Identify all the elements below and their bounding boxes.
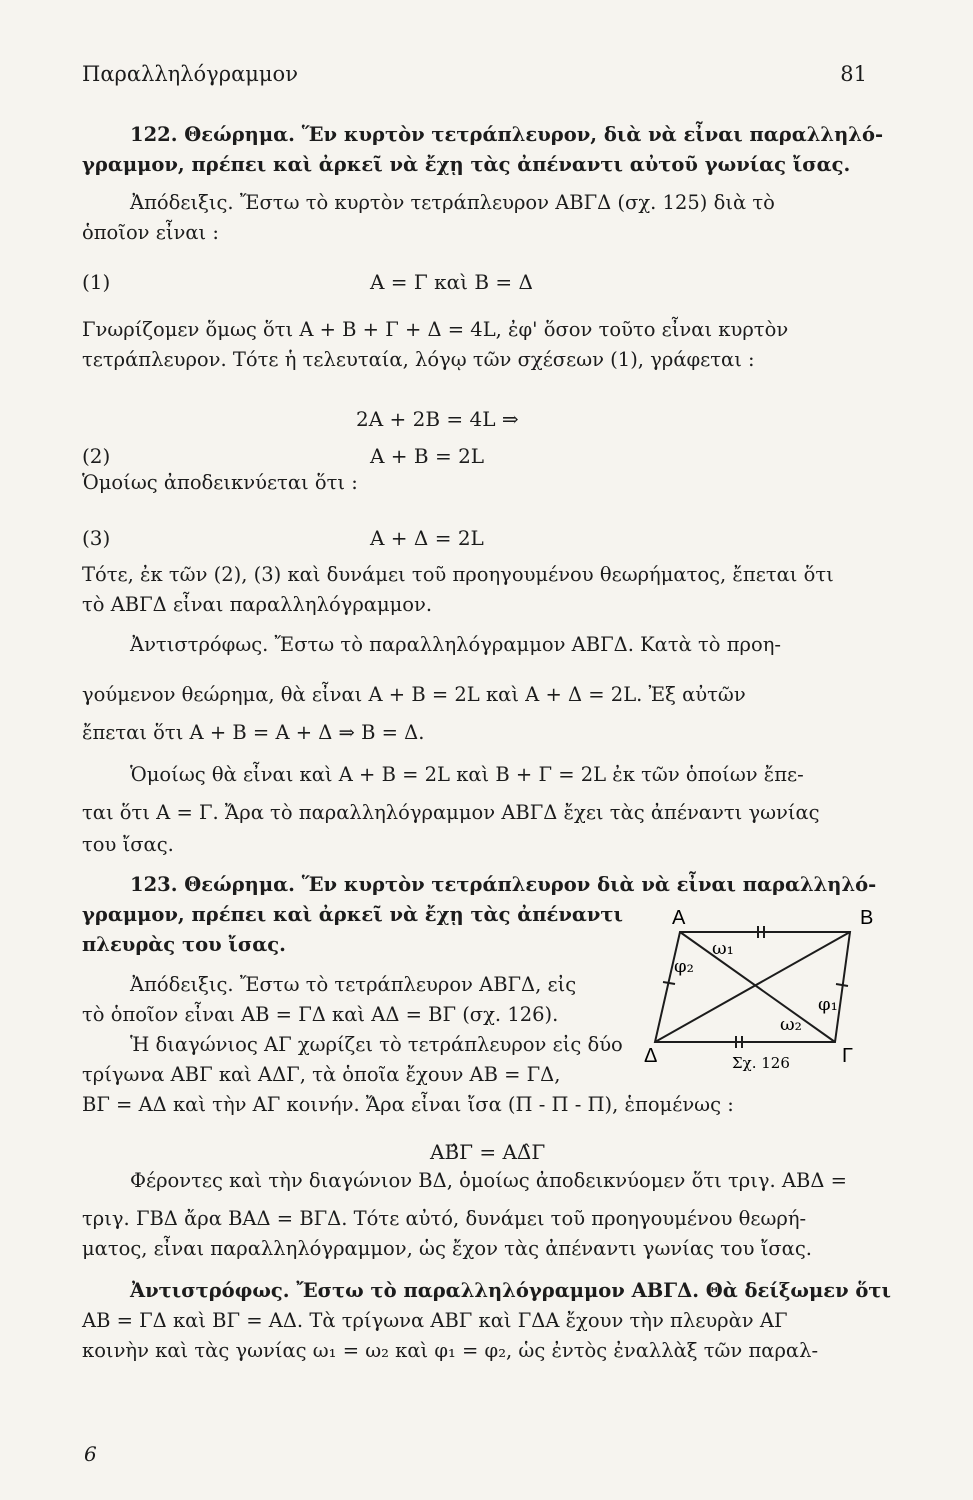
text-line: γραμμον, πρέπει καὶ ἀρκεῖ νὰ ἔχῃ τὰς ἀπέναντι αὐτοῦ γωνίας ἴσας. [82,153,851,176]
diagonal-ag [680,932,835,1042]
vertex-label-g: Γ [842,1045,854,1067]
text-line: Ὁμοίως ἀποδεικνύεται ὅτι : [82,471,358,494]
vertex-label-b: Β [860,907,874,929]
text-line: ΑΒ = ΓΔ καὶ ΒΓ = ΑΔ. Τὰ τρίγωνα ΑΒΓ καὶ ΓΔΑ ἔχουν τὴν πλευρὰν ΑΓ [82,1309,788,1332]
text-line: τετράπλευρον. Τότε ἡ τελευταία, λόγῳ τῶν σχέσεων (1), γράφεται : [82,348,755,371]
angle-label-f2: φ₂ [674,956,694,977]
formula: 2Α + 2Β = 4L ⇒ [356,407,519,431]
text-line: τὸ ΑΒΓΔ εἶναι παραλληλόγραμμον. [82,593,433,616]
formula: Α + Β = 2L [370,444,485,468]
vertex-label-a: Α [672,907,686,929]
text-line: 122. Θεώρημα. Ἕν κυρτὸν τετράπλευρον, διὰ νὰ εἶναι παραλληλό- [130,123,884,146]
formula: Α + Δ = 2L [370,526,484,550]
text-line: Τότε, ἐκ τῶν (2), (3) καὶ δυνάμει τοῦ προηγουμένου θεωρήματος, ἔπεται ὅτι [82,563,834,586]
running-title: Παραλληλόγραμμον [82,62,298,86]
text-line: πλευρὰς του ἴσας. [82,933,286,956]
formula: Α = Γ καὶ Β = Δ [370,270,533,294]
text-line: κοινὴν καὶ τὰς γωνίας ω₁ = ω₂ καὶ φ₁ = φ₂, ὡς ἐντὸς ἐναλλὰξ τῶν παραλ- [82,1339,819,1362]
text-line: Ὁμοίως θὰ εἶναι καὶ Α + Β = 2L καὶ Β + Γ = 2L ἐκ τῶν ὁποίων ἔπε- [130,763,804,786]
text-line: γούμενον θεώρημα, θὰ εἶναι Α + Β = 2L καὶ Α + Δ = 2L. Ἐξ αὐτῶν [82,683,746,706]
formula-label: (1) [82,270,111,294]
figure-caption: Σχ. 126 [732,1054,790,1072]
text-line: τὸ ὁποῖον εἶναι ΑΒ = ΓΔ καὶ ΑΔ = ΒΓ (σχ. 126). [82,1003,559,1026]
signature-mark: 6 [84,1442,97,1466]
text-line: Γνωρίζομεν ὅμως ὅτι Α + Β + Γ + Δ = 4L, ἐφ' ὅσον τοῦτο εἶναι κυρτὸν [82,318,789,341]
text-line: Ἡ διαγώνιος ΑΓ χωρίζει τὸ τετράπλευρον εἰς δύο [130,1033,623,1056]
text-line: ὁποῖον εἶναι : [82,221,219,244]
text-line: Ἀπόδειξις. Ἔστω τὸ τετράπλευρον ΑΒΓΔ, εἰς [130,973,577,996]
text-line: τρίγωνα ΑΒΓ καὶ ΑΔΓ, τὰ ὁποῖα ἔχουν ΑΒ = ΓΔ, [82,1063,561,1086]
text-line: ἔπεται ὅτι Α + Β = Α + Δ ⇒ Β = Δ. [82,721,425,744]
text-line: Ἀπόδειξις. Ἔστω τὸ κυρτὸν τετράπλευρον ΑΒΓΔ (σχ. 125) διὰ τὸ [130,191,775,214]
figure-126 [640,902,880,1072]
text-line: 123. Θεώρημα. Ἕν κυρτὸν τετράπλευρον διὰ νὰ εἶναι παραλληλό- [130,873,877,896]
text-line: γραμμον, πρέπει καὶ ἀρκεῖ νὰ ἔχῃ τὰς ἀπέναντι [82,903,623,926]
formula: ΑΒ̂Γ = ΑΔ̂Γ [430,1140,546,1164]
angle-label-w1: ω₁ [712,938,734,959]
angle-label-w2: ω₂ [780,1014,802,1035]
angle-label-f1: φ₁ [818,994,838,1015]
formula-label: (3) [82,526,111,550]
text-line: Ἀντιστρόφως. Ἔστω τὸ παραλληλόγραμμον ΑΒΓΔ. Θὰ δείξωμεν ὅτι [130,1279,891,1302]
text-line: Ἀντιστρόφως. Ἔστω τὸ παραλληλόγραμμον ΑΒΓΔ. Κατὰ τὸ προη- [130,633,782,656]
text-line: Φέροντες καὶ τὴν διαγώνιον ΒΔ, ὁμοίως ἀποδεικνύομεν ὅτι τριγ. ΑΒΔ = [130,1169,847,1192]
diagonal-bd [655,932,850,1042]
page-number: 81 [840,62,867,86]
text-line: τριγ. ΓΒΔ ἄρα ΒΑΔ = ΒΓΔ. Τότε αὐτό, δυνάμει τοῦ προηγουμένου θεωρή- [82,1207,807,1230]
text-line: ΒΓ = ΑΔ καὶ τὴν ΑΓ κοινήν. Ἄρα εἶναι ἴσα (Π - Π - Π), ἑπομένως : [82,1093,734,1116]
page-header [82,62,867,92]
text-line: του ἴσας. [82,833,174,856]
vertex-label-d: Δ [644,1045,658,1067]
text-line: ματος, εἶναι παραλληλόγραμμον, ὡς ἔχον τὰς ἀπέναντι γωνίας του ἴσας. [82,1237,812,1260]
text-line: ται ὅτι Α = Γ. Ἄρα τὸ παραλληλόγραμμον ΑΒΓΔ ἔχει τὰς ἀπέναντι γωνίας [82,801,820,824]
formula-label: (2) [82,444,111,468]
